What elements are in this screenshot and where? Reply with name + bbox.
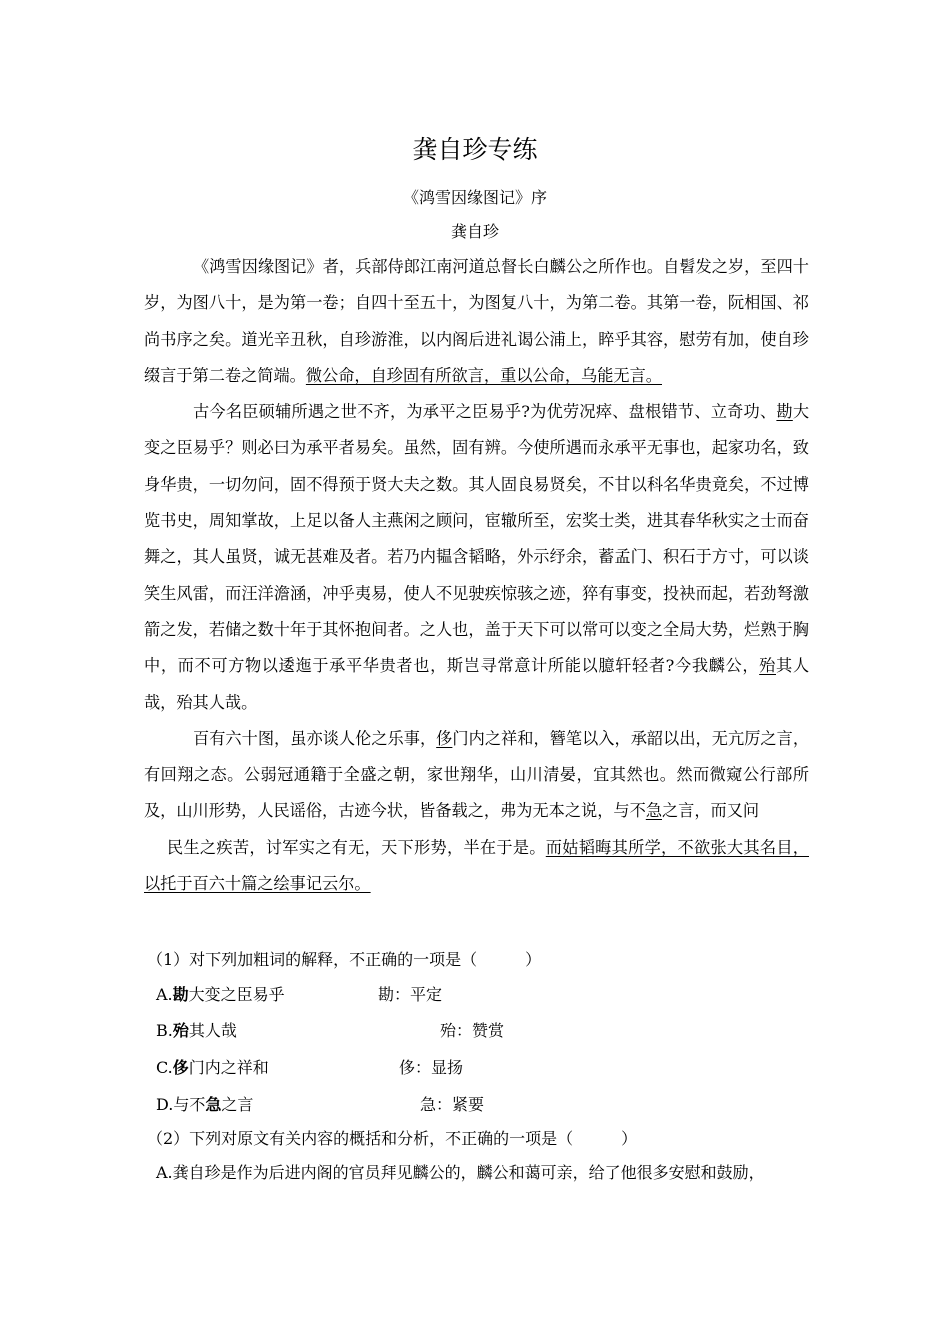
paragraph-3-underlined-word-2: 急 xyxy=(645,801,662,821)
paragraph-2-underlined-word-1: 勘 xyxy=(776,402,793,422)
paragraph-2-underlined-word-2: 殆 xyxy=(759,656,776,676)
bold-word: 勘 xyxy=(172,985,189,1004)
question-1-option-a: A.勘大变之臣易乎 xyxy=(156,985,285,1004)
paragraph-3-text-b: 门内之祥和，簪笔以入，承韶以出，无亢厉之言，有回翔之态。公弱冠通籍于全盛之朝，家世翔华，山川清晏，宜其然也。然而微窥公行部所及，山川形势，人民谣俗，古迹今状，皆备载之，弗为无本之说，与不 xyxy=(144,728,810,821)
question-1-option-a-gloss: 勘：平定 xyxy=(378,985,443,1004)
paragraph-1 xyxy=(144,249,809,394)
paragraph-2 xyxy=(144,394,809,721)
paragraph-4-underlined: 而姑韬晦其所学，不欲张大其名目，以托于百六十篇之绘事记云尔。 xyxy=(144,837,809,894)
essay-body xyxy=(144,249,809,902)
question-1-option-b-gloss: 殆：赞赏 xyxy=(440,1021,505,1040)
paragraph-3-text-a: 百有六十图，虽亦谈人伦之乐事， xyxy=(193,728,437,748)
question-2-stem: （2）下列对原文有关内容的概括和分析，不正确的一项是（ ） xyxy=(147,1129,638,1148)
paragraph-4-text: 民生之疾苦，讨军实之有无，天下形势，半在于是。 xyxy=(167,837,546,857)
page-title: 龚自珍专练 xyxy=(412,135,538,164)
paragraph-1-underlined: 微公命，自珍固有所欲言，重以公命，乌能无言。 xyxy=(305,365,662,385)
essay-author: 龚自珍 xyxy=(450,222,499,241)
bold-word: 侈 xyxy=(172,1058,189,1077)
question-1-stem: （1）对下列加粗词的解释，不正确的一项是（ ） xyxy=(147,950,542,969)
question-1-option-d: D.与不急之言 xyxy=(156,1095,254,1114)
question-1-option-b: B.殆其人哉 xyxy=(156,1021,237,1040)
question-2-option-a: A.龚自珍是作为后进内阁的官员拜见麟公的，麟公和蔼可亲，给了他很多安慰和鼓励， xyxy=(156,1163,765,1182)
bold-word: 殆 xyxy=(172,1021,189,1040)
paragraph-3-text-c: 之言，而又问 xyxy=(662,801,760,821)
question-1-option-d-gloss: 急：紧要 xyxy=(420,1095,485,1114)
paragraph-4 xyxy=(144,830,809,903)
paragraph-3 xyxy=(144,721,809,830)
paragraph-2-text-a: 古今名臣硕辅所遇之世不齐，为承平之臣易乎?为优劳况瘁、盘根错节、立奇功、 xyxy=(193,402,777,422)
paragraph-3-underlined-word-1: 侈 xyxy=(436,728,453,748)
paragraph-2-text-b: 大变之臣易乎？则必曰为承平者易矣。虽然，固有辨。今使所遇而永承平无事也，起家功名，致身华贵，一切勿问，固不得预于贤大夫之数。其人固良易贤矣，不甘以科名华贵竟矣，不过博览书史，周知掌故，上足以备人主燕闲之顾问，宦辙所至，宏奖士类，进其春华秋实之士而奋舞之，其人虽贤，诚无甚难及者。若乃内韫含韬略，外示纾余，蓄孟门、积石于方寸，可以谈笑生风雷，而汪洋澹涵，冲乎夷易，使人不见驶疾惊骇之迹，猝有事变，投袂而起，若劲弩激箭之发，若储之数十年于其怀抱间者。之人也，盖于天下可以常可以变之全局大势，烂熟于胸中，而不可方物以逶迤于承平华贵者也，斯岂寻常意计所能以臆轩轻者?今我麟公， xyxy=(144,402,809,676)
bold-word: 急 xyxy=(205,1095,222,1114)
paragraph-1-text: 《鸿雪因缘图记》者，兵部侍郎江南河道总督长白麟公之所作也。自髫发之岁，至四十岁，为图八十，是为第一卷；自四十至五十，为图复八十，为第二卷。其第一卷，阮相国、祁尚书序之矣。道光辛丑秋，自珍游淮，以内阁后进礼谒公浦上，睟乎其容，慰劳有加，使自珍缀言于第二卷之简端。 xyxy=(144,257,809,385)
essay-title: 《鸿雪因缘图记》序 xyxy=(402,188,547,207)
question-1-option-c-gloss: 侈：显扬 xyxy=(399,1058,464,1077)
paragraph-2-text-c: 其人哉，殆其人哉。 xyxy=(144,656,810,712)
question-1-option-c: C.侈门内之祥和 xyxy=(156,1058,269,1077)
